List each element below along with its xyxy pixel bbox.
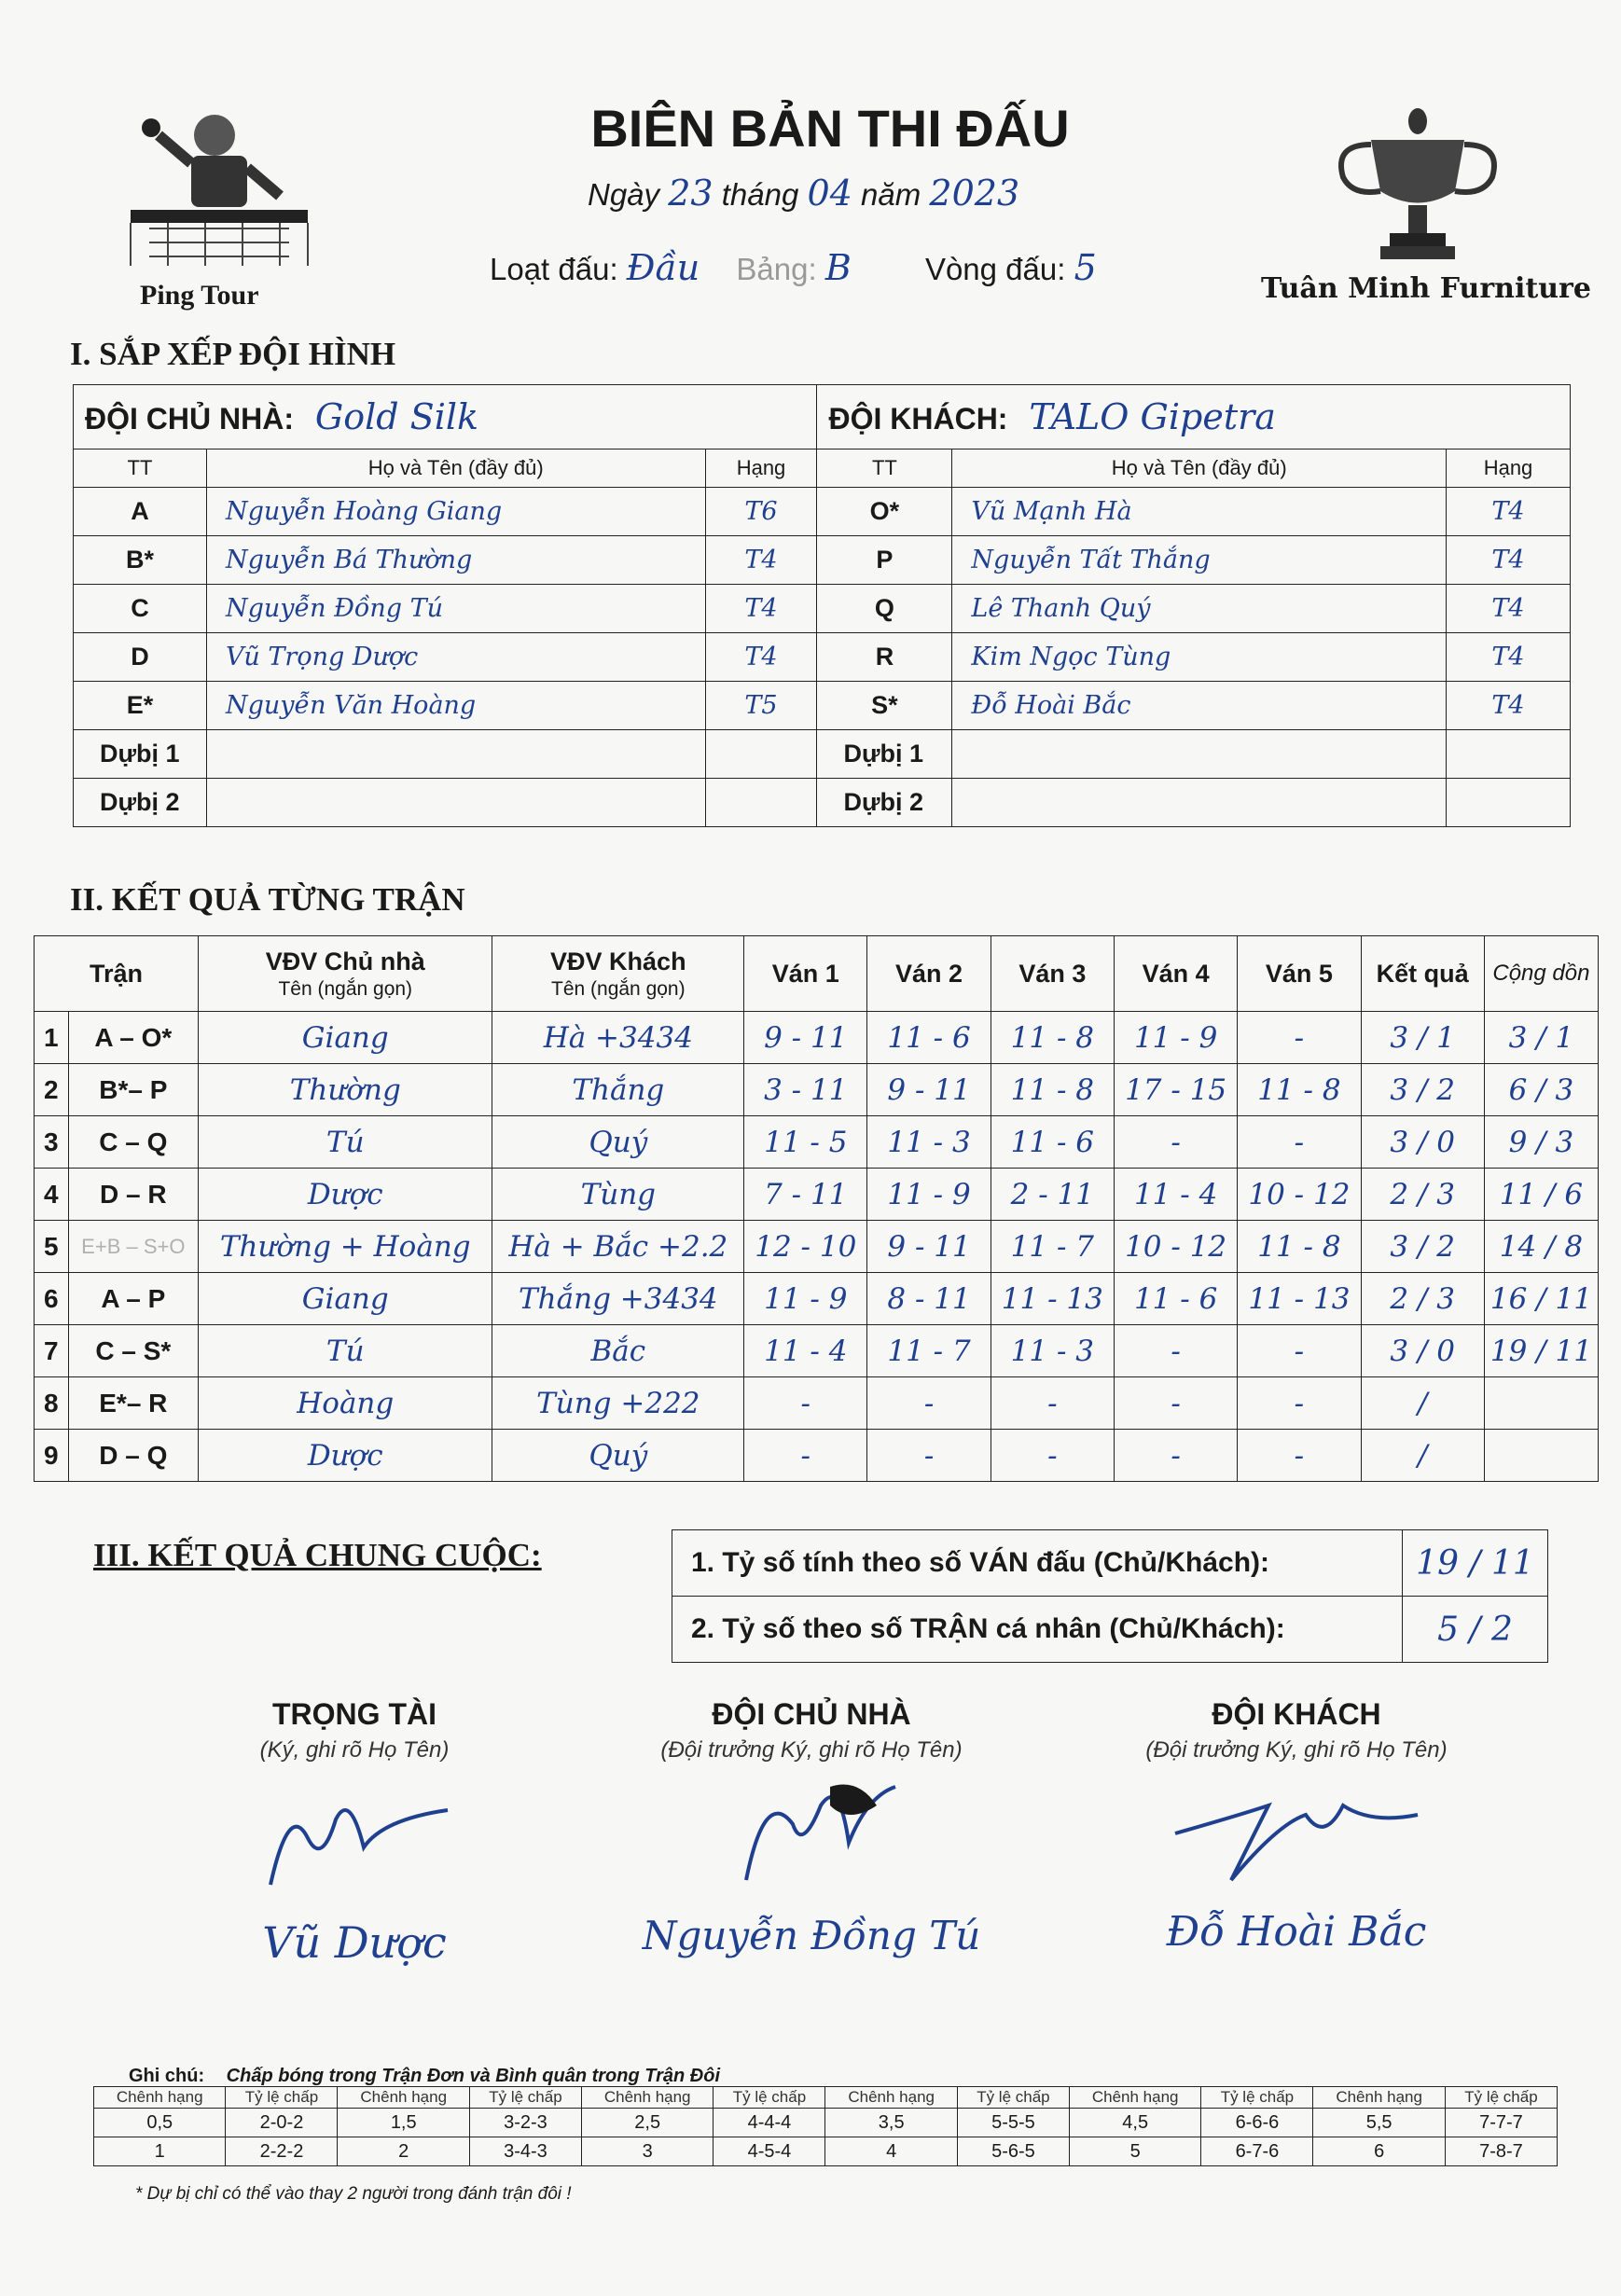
handicap-ratio-cell: 7-7-7 [1445,2109,1557,2137]
away-team-label: ĐỘI KHÁCH: [828,402,1008,436]
handicap-ratio-cell: 5-5-5 [957,2109,1069,2137]
final-score-table [672,1529,1548,1663]
handicap-diff-header: Chênh hạng [825,2087,957,2109]
game-2-score: 11 - 9 [867,1169,991,1221]
team-names-row [74,385,1571,450]
handicap-ratio-header: Tỷ lệ chấp [714,2087,825,2109]
match-pairing: C – S* [68,1325,198,1377]
away-player-short: Tùng +222 [492,1377,744,1430]
lineup-table [73,384,1571,827]
month-label: tháng [721,177,799,212]
away-player-short: Thắng +3434 [492,1273,744,1325]
game-3-score: - [991,1377,1114,1430]
game-2-score: - [867,1430,991,1482]
tuan-minh-furniture-text: Tuân Minh Furniture [1261,272,1591,305]
game-1-score: 7 - 11 [744,1169,867,1221]
referee-signature-block [140,1697,569,1968]
game-1-score: 9 - 11 [744,1012,867,1064]
match-result: 3 / 0 [1361,1116,1484,1169]
home-team-label: ĐỘI CHỦ NHÀ: [85,402,294,436]
round-type-label: Loạt đấu: [490,252,618,286]
home-team-name: Gold Silk [314,396,479,437]
home-player-short: Dược [199,1169,492,1221]
col-home-player [199,936,492,1012]
game-3-score: 11 - 3 [991,1325,1114,1377]
home-player-name: Nguyễn Đồng Tú [206,585,705,633]
game-4-score: - [1114,1430,1237,1482]
referee-signature [233,1782,476,1903]
home-player-name [206,779,705,827]
referee-name: Vũ Dược [262,1917,447,1968]
handicap-diff-header: Chênh hạng [581,2087,713,2109]
home-col-name: Họ và Tên (đầy đủ) [206,450,705,488]
match-pairing: E+B – S+O [68,1221,198,1273]
notes-label: Ghi chú: [129,2066,205,2086]
col-match: Trận [35,936,199,1012]
game-3-score: - [991,1430,1114,1482]
handicap-diff-header: Chênh hạng [1313,2087,1445,2109]
away-player-name [952,779,1447,827]
games-score-row [672,1530,1548,1597]
notes-text: Chấp bóng trong Trận Đơn và Bình quân trong Trận Đôi [226,2066,721,2086]
game-3-score: 11 - 8 [991,1012,1114,1064]
home-player-code: B* [74,536,207,585]
col-game-1: Ván 1 [744,936,867,1012]
match-row [35,1064,1599,1116]
col-home-label: VĐV Chủ nhà [265,947,425,975]
away-player-code: Q [817,585,952,633]
home-player-code: D [74,633,207,682]
referee-note: (Ký, ghi rõ Họ Tên) [259,1737,450,1763]
handicap-diff-cell: 1 [94,2137,226,2166]
handicap-diff-cell: 5 [1069,2137,1200,2166]
home-player-name: Nguyễn Hoàng Giang [206,488,705,536]
handicap-ratio-cell: 2-2-2 [226,2137,338,2166]
handicap-diff-header: Chênh hạng [1069,2087,1200,2109]
handicap-ratio-cell: 2-0-2 [226,2109,338,2137]
game-2-score: 9 - 11 [867,1064,991,1116]
handicap-header-row [94,2087,1558,2109]
away-player-short: Hà + Bắc +2.2 [492,1221,744,1273]
cumulative-score [1484,1377,1598,1430]
match-pairing: D – R [68,1169,198,1221]
handicap-ratio-cell: 7-8-7 [1445,2137,1557,2166]
match-pairing: E*– R [68,1377,198,1430]
lineup-row [74,536,1571,585]
game-1-score: - [744,1430,867,1482]
game-3-score: 2 - 11 [991,1169,1114,1221]
handicap-diff-cell: 2 [338,2137,469,2166]
away-player-short: Quý [492,1430,744,1482]
home-captain-signature [690,1768,933,1908]
home-player-short: Tú [199,1116,492,1169]
match-number: 6 [35,1273,69,1325]
home-player-rank: T4 [705,585,817,633]
document-title: BIÊN BẢN THI ĐẤU [590,99,1070,158]
game-3-score: 11 - 7 [991,1221,1114,1273]
col-cumulative: Cộng dồn [1484,936,1598,1012]
handicap-diff-cell: 5,5 [1313,2109,1445,2137]
handicap-diff-cell: 4,5 [1069,2109,1200,2137]
game-1-score: 11 - 9 [744,1273,867,1325]
match-number: 9 [35,1430,69,1482]
match-result: / [1361,1430,1484,1482]
away-player-code: P [817,536,952,585]
match-row [35,1325,1599,1377]
handicap-row [94,2109,1558,2137]
home-player-name: Nguyễn Văn Hoàng [206,682,705,730]
cumulative-score: 11 / 6 [1484,1169,1598,1221]
date-prefix: Ngày [588,177,660,212]
round-info-line [490,247,1097,288]
match-row [35,1377,1599,1430]
away-col-name: Họ và Tên (đầy đủ) [952,450,1447,488]
game-1-score: 12 - 10 [744,1221,867,1273]
lineup-row [74,730,1571,779]
match-pairing: A – P [68,1273,198,1325]
away-player-rank: T4 [1447,488,1571,536]
handicap-ratio-header: Tỷ lệ chấp [1445,2087,1557,2109]
away-captain-title: ĐỘI KHÁCH [1212,1697,1381,1731]
home-player-rank: T6 [705,488,817,536]
home-player-rank: T4 [705,536,817,585]
handicap-ratio-cell: 6-7-6 [1201,2137,1313,2166]
trophy-icon [1240,103,1567,275]
game-2-score: 11 - 7 [867,1325,991,1377]
results-header-row [35,936,1599,1012]
cumulative-score: 14 / 8 [1484,1221,1598,1273]
table-tennis-player-icon [93,107,336,284]
away-player-name: Lê Thanh Quý [952,585,1447,633]
away-captain-name: Đỗ Hoài Bắc [1166,1908,1427,1956]
home-player-code: Dựbị 1 [74,730,207,779]
match-row [35,1430,1599,1482]
game-4-score: 10 - 12 [1114,1221,1237,1273]
lineup-row [74,682,1571,730]
away-player-short: Bắc [492,1325,744,1377]
home-player-short: Tú [199,1325,492,1377]
home-player-short: Dược [199,1430,492,1482]
home-player-code: C [74,585,207,633]
col-game-5: Ván 5 [1238,936,1361,1012]
date-month: 04 [807,173,852,214]
match-result: 2 / 3 [1361,1169,1484,1221]
handicap-ratio-cell: 5-6-5 [957,2137,1069,2166]
away-player-name: Vũ Mạnh Hà [952,488,1447,536]
away-player-rank: T4 [1447,536,1571,585]
matches-score-row [672,1597,1548,1663]
away-captain-note: (Đội trưởng Ký, ghi rõ Họ Tên) [1145,1737,1448,1763]
game-4-score: 11 - 9 [1114,1012,1237,1064]
away-player-code: S* [817,682,952,730]
home-team-cell [74,385,817,450]
cumulative-score: 6 / 3 [1484,1064,1598,1116]
home-player-code: A [74,488,207,536]
year-label: năm [861,177,921,212]
col-game-2: Ván 2 [867,936,991,1012]
home-player-code: E* [74,682,207,730]
away-col-rank: Hạng [1447,450,1571,488]
referee-title: TRỌNG TÀI [272,1697,436,1731]
match-number: 2 [35,1064,69,1116]
cumulative-score: 3 / 1 [1484,1012,1598,1064]
cumulative-score: 16 / 11 [1484,1273,1598,1325]
away-player-name [952,730,1447,779]
handicap-table [93,2086,1558,2166]
game-1-score: 11 - 5 [744,1116,867,1169]
match-pairing: C – Q [68,1116,198,1169]
notes-caption [129,2066,720,2087]
home-player-short: Hoàng [199,1377,492,1430]
home-captain-title: ĐỘI CHỦ NHÀ [712,1697,911,1731]
game-5-score: - [1238,1325,1361,1377]
lineup-row [74,779,1571,827]
away-player-rank: T4 [1447,585,1571,633]
match-row [35,1012,1599,1064]
date-line [588,173,1019,214]
game-5-score: - [1238,1430,1361,1482]
round-label: Vòng đấu: [924,252,1066,286]
match-number: 5 [35,1221,69,1273]
col-away-player [492,936,744,1012]
match-number: 3 [35,1116,69,1169]
match-row [35,1273,1599,1325]
lineup-header-row [74,450,1571,488]
game-2-score: 8 - 11 [867,1273,991,1325]
col-game-4: Ván 4 [1114,936,1237,1012]
match-results-table [34,935,1599,1482]
match-row [35,1169,1599,1221]
ping-tour-text: Ping Tour [140,280,259,311]
handicap-diff-header: Chênh hạng [338,2087,469,2109]
game-1-score: 11 - 4 [744,1325,867,1377]
handicap-diff-cell: 6 [1313,2137,1445,2166]
away-player-short: Quý [492,1116,744,1169]
game-5-score: 11 - 8 [1238,1064,1361,1116]
away-player-short: Thắng [492,1064,744,1116]
match-number: 1 [35,1012,69,1064]
handicap-ratio-cell: 4-4-4 [714,2109,825,2137]
away-team-name: TALO Gipetra [1029,396,1276,437]
handicap-row [94,2137,1558,2166]
handicap-ratio-header: Tỷ lệ chấp [957,2087,1069,2109]
matches-score-label: 2. Tỷ số theo số TRẬN cá nhân (Chủ/Khách): [672,1597,1403,1663]
home-player-rank: T5 [705,682,817,730]
game-2-score: 9 - 11 [867,1221,991,1273]
match-number: 8 [35,1377,69,1430]
away-player-name: Kim Ngọc Tùng [952,633,1447,682]
away-player-rank [1447,779,1571,827]
game-5-score: 10 - 12 [1238,1169,1361,1221]
away-player-code: O* [817,488,952,536]
match-result: 3 / 1 [1361,1012,1484,1064]
game-4-score: 11 - 4 [1114,1169,1237,1221]
away-player-name: Đỗ Hoài Bắc [952,682,1447,730]
away-captain-signature-block [1082,1697,1511,1956]
home-player-short: Thường [199,1064,492,1116]
game-2-score: 11 - 6 [867,1012,991,1064]
home-player-short: Thường + Hoàng [199,1221,492,1273]
game-3-score: 11 - 6 [991,1116,1114,1169]
game-4-score: 17 - 15 [1114,1064,1237,1116]
cumulative-score: 9 / 3 [1484,1116,1598,1169]
game-4-score: - [1114,1377,1237,1430]
away-player-short: Hà +3434 [492,1012,744,1064]
home-player-name [206,730,705,779]
game-4-score: 11 - 6 [1114,1273,1237,1325]
away-player-code: R [817,633,952,682]
round-value: 5 [1074,247,1097,288]
match-result: 3 / 0 [1361,1325,1484,1377]
handicap-diff-cell: 3 [581,2137,713,2166]
home-player-short: Giang [199,1273,492,1325]
game-5-score: - [1238,1012,1361,1064]
section1-title: I. SẮP XẾP ĐỘI HÌNH [70,336,396,372]
date-day: 23 [668,173,714,214]
handicap-diff-header: Chênh hạng [94,2087,226,2109]
handicap-ratio-header: Tỷ lệ chấp [226,2087,338,2109]
game-4-score: - [1114,1116,1237,1169]
match-result: / [1361,1377,1484,1430]
match-row [35,1221,1599,1273]
match-result: 2 / 3 [1361,1273,1484,1325]
home-player-name: Vũ Trọng Dược [206,633,705,682]
away-player-rank: T4 [1447,633,1571,682]
handicap-diff-cell: 3,5 [825,2109,957,2137]
home-player-rank: T4 [705,633,817,682]
handicap-ratio-header: Tỷ lệ chấp [1201,2087,1313,2109]
away-captain-signature [1157,1777,1436,1899]
handicap-diff-cell: 2,5 [581,2109,713,2137]
handicap-ratio-header: Tỷ lệ chấp [469,2087,581,2109]
handicap-ratio-cell: 6-6-6 [1201,2109,1313,2137]
away-player-code: Dựbị 1 [817,730,952,779]
away-player-rank: T4 [1447,682,1571,730]
round-type-value: Đầu [626,247,700,288]
handicap-diff-cell: 1,5 [338,2109,469,2137]
away-player-code: Dựbị 2 [817,779,952,827]
game-2-score: - [867,1377,991,1430]
game-1-score: 3 - 11 [744,1064,867,1116]
lineup-row [74,633,1571,682]
home-player-code: Dựbị 2 [74,779,207,827]
game-4-score: - [1114,1325,1237,1377]
match-pairing: D – Q [68,1430,198,1482]
game-5-score: 11 - 13 [1238,1273,1361,1325]
handicap-ratio-cell: 4-5-4 [714,2137,825,2166]
ping-tour-logo [93,107,336,312]
home-player-rank [705,779,817,827]
away-player-short: Tùng [492,1169,744,1221]
handicap-diff-cell: 4 [825,2137,957,2166]
home-player-name: Nguyễn Bá Thường [206,536,705,585]
game-2-score: 11 - 3 [867,1116,991,1169]
game-5-score: - [1238,1377,1361,1430]
home-col-tt: TT [74,450,207,488]
col-home-sub: Tên (ngắn gọn) [278,977,413,1000]
games-score-label: 1. Tỷ số tính theo số VÁN đấu (Chủ/Khách): [672,1530,1403,1597]
col-away-label: VĐV Khách [550,947,686,975]
lineup-row [74,585,1571,633]
away-team-cell [817,385,1571,450]
home-player-short: Giang [199,1012,492,1064]
handicap-diff-cell: 0,5 [94,2109,226,2137]
col-away-sub: Tên (ngắn gọn) [551,977,686,1000]
lineup-row [74,488,1571,536]
away-player-rank [1447,730,1571,779]
home-captain-signature-block [597,1697,1026,1958]
cumulative-score [1484,1430,1598,1482]
section3-title: III. KẾT QUẢ CHUNG CUỘC: [93,1537,542,1573]
footnote: * Dự bị chỉ có thể vào thay 2 người trong đánh trận đôi ! [135,2184,572,2204]
away-col-tt: TT [817,450,952,488]
trophy-logo [1240,103,1591,317]
game-5-score: - [1238,1116,1361,1169]
match-number: 4 [35,1169,69,1221]
date-year: 2023 [929,173,1020,214]
col-result: Kết quả [1361,936,1484,1012]
match-result: 3 / 2 [1361,1064,1484,1116]
home-col-rank: Hạng [705,450,817,488]
match-row [35,1116,1599,1169]
game-5-score: 11 - 8 [1238,1221,1361,1273]
game-3-score: 11 - 13 [991,1273,1114,1325]
group-value: B [824,247,852,288]
col-game-3: Ván 3 [991,936,1114,1012]
game-1-score: - [744,1377,867,1430]
group-label: Bảng: [736,252,817,286]
cumulative-score: 19 / 11 [1484,1325,1598,1377]
home-captain-note: (Đội trưởng Ký, ghi rõ Họ Tên) [660,1737,963,1763]
home-captain-name: Nguyễn Đồng Tú [642,1913,981,1958]
handicap-ratio-cell: 3-4-3 [469,2137,581,2166]
match-pairing: B*– P [68,1064,198,1116]
handicap-ratio-cell: 3-2-3 [469,2109,581,2137]
match-number: 7 [35,1325,69,1377]
away-player-name: Nguyễn Tất Thắng [952,536,1447,585]
game-3-score: 11 - 8 [991,1064,1114,1116]
games-score-value: 19 / 11 [1403,1530,1548,1597]
match-pairing: A – O* [68,1012,198,1064]
section2-title: II. KẾT QUẢ TỪNG TRẬN [70,881,465,918]
matches-score-value: 5 / 2 [1403,1597,1548,1663]
home-player-rank [705,730,817,779]
match-result: 3 / 2 [1361,1221,1484,1273]
